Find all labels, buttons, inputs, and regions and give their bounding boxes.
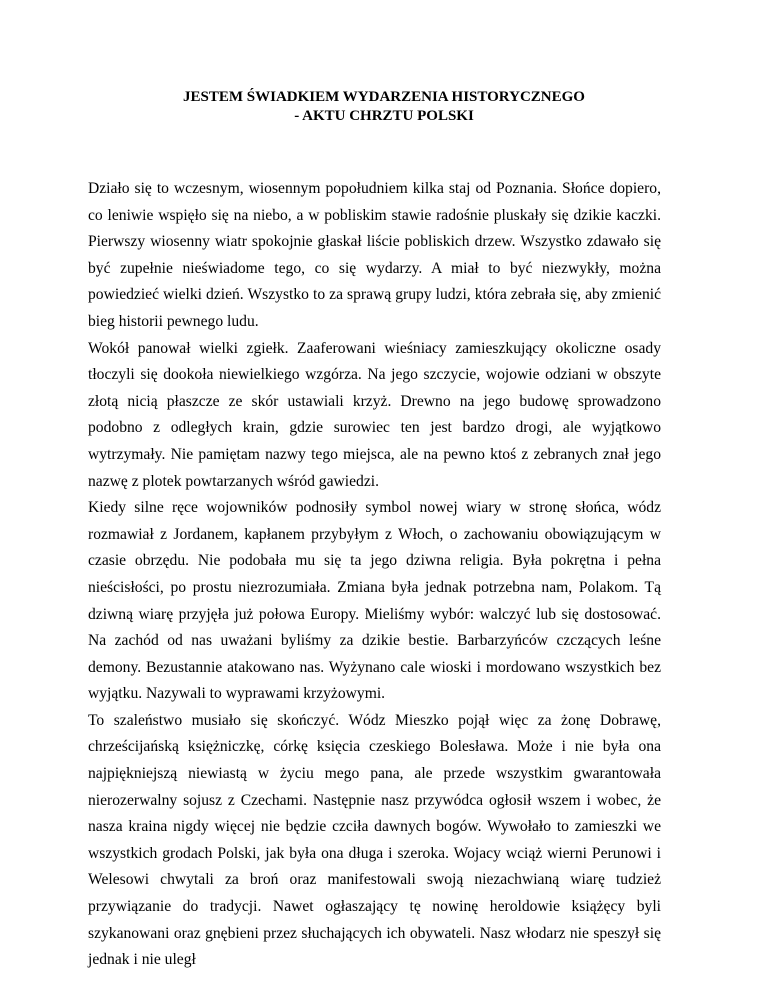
document-body (88, 176, 661, 974)
title-line-1: JESTEM ŚWIADKIEM WYDARZENIA HISTORYCZNEGO (183, 89, 585, 105)
page-title (60, 88, 708, 126)
paragraph-4: To szaleństwo musiało się skończyć. Wódz Mieszko pojął więc za żonę Dobrawę, chrześcijańską księżniczkę, córkę księcia czeskiego Bolesława. Może i nie była ona najpiękniejszą niewiastą w życiu mego pana, ale przede wszystkim gwarantowała nierozerwalny sojusz z Czechami. Następnie nasz przywódca ogłosił wszem i wobec, że nasza kraina nigdy więcej nie będzie czciła dawnych bogów. Wywołało to zamieszki we wszystkich grodach Polski, jak była ona długa i szeroka. Wojacy wciąż wierni Perunowi i Welesowi chwytali za broń oraz manifestowali swoją niezachwianą wiarę tudzież przywiązanie do tradycji. Nawet ogłaszający tę nowinę heroldowie książęcy byli szykanowani oraz gnębieni przez słuchających ich obywateli. Nasz włodarz nie speszył się jednak i nie uległ (88, 711, 661, 969)
paragraph-3: Kiedy silne ręce wojowników podnosiły symbol nowej wiary w stronę słońca, wódz rozmawiał z Jordanem, kapłanem przybyłym z Włoch, o zachowaniu obowiązującym w czasie obrzędu. Nie podobała mu się ta jego dziwna religia. Była pokrętna i pełna nieścisłości, po prostu niezrozumiała. Zmiana była jednak potrzebna nam, Polakom. Tą dziwną wiarę przyjęła już połowa Europy. Mieliśmy wybór: walczyć lub się dostosować. Na zachód od nas uważani byliśmy za dzikie bestie. Barbarzyńców czczących leśne demony. Bezustannie atakowano nas. Wyżynano cale wioski i mordowano wszystkich bez wyjątku. Nazywali to wyprawami krzyżowymi. (88, 499, 661, 703)
paragraph-2: Wokół panował wielki zgiełk. Zaaferowani wieśniacy zamieszkujący okoliczne osady tłoczyli się dookoła niewielkiego wzgórza. Na jego szczycie, wojowie odziani w obszyte złotą nicią płaszcze ze skór ustawiali krzyż. Drewno na jego budowę sprowadzono podobno z odległych krain, gdzie surowiec ten jest bardzo drogi, ale wyjątkowo wytrzymały. Nie pamiętam nazwy tego miejsca, ale na pewno ktoś z zebranych znał jego nazwę z plotek powtarzanych wśród gawiedzi. (88, 339, 661, 490)
paragraph-1: Działo się to wczesnym, wiosennym popołudniem kilka staj od Poznania. Słońce dopiero, co leniwie wspięło się na niebo, a w pobliskim stawie radośnie pluskały się dzikie kaczki. Pierwszy wiosenny wiatr spokojnie głaskał liście pobliskich drzew. Wszystko zdawało się być zupełnie nieświadome tego, co się wydarzy. A miał to być niezwykły, można powiedzieć wielki dzień. Wszystko to za sprawą grupy ludzi, która zebrała się, aby zmienić bieg historii pewnego ludu. (88, 180, 661, 330)
title-line-2: - AKTU CHRZTU POLSKI (294, 108, 474, 124)
